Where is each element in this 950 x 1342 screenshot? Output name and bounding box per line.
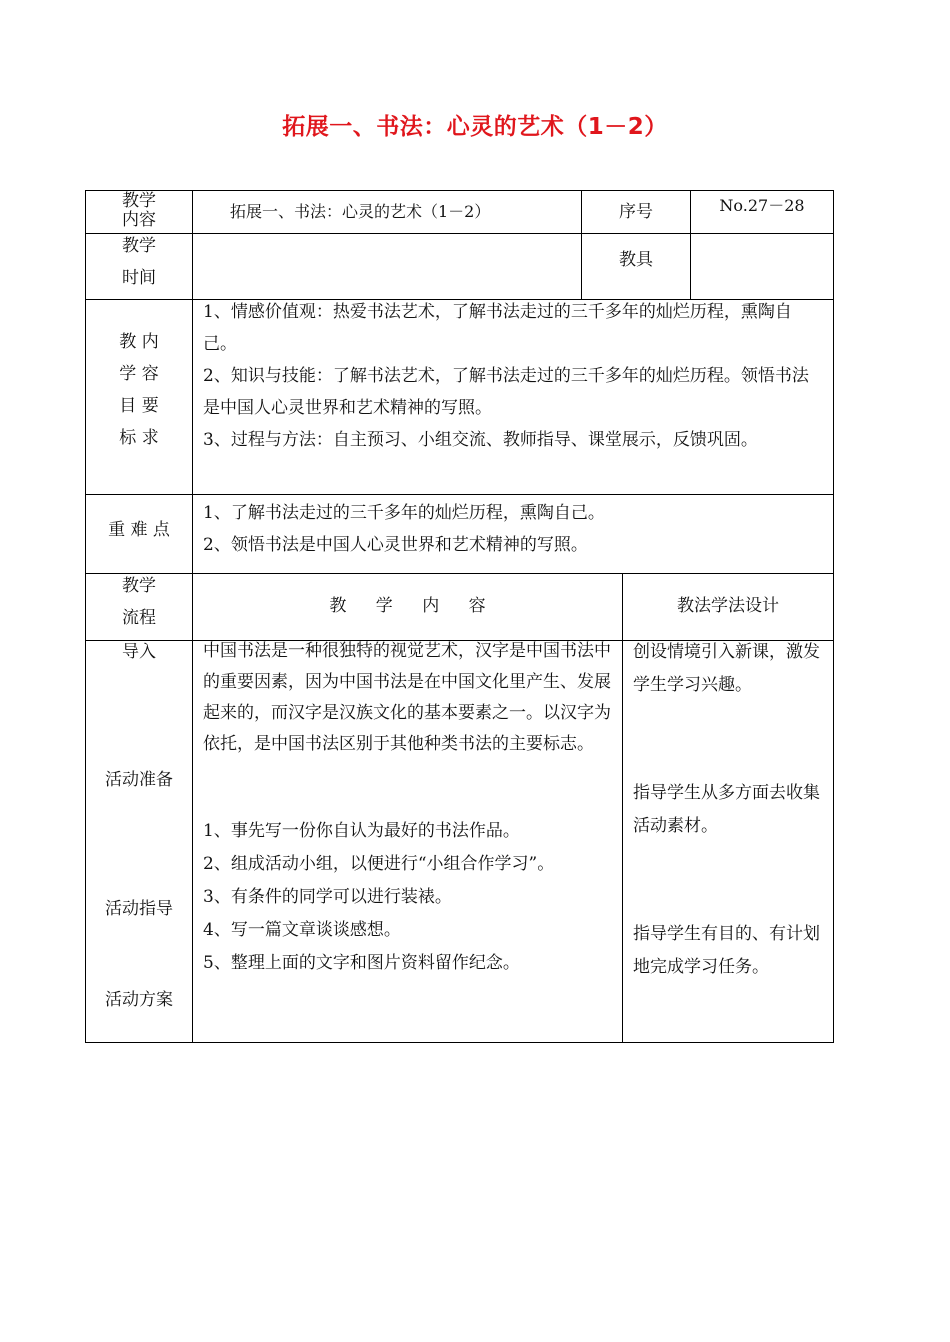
- step-label: 导入: [122, 642, 156, 662]
- activity-item: 4、写一篇文章谈谈感想。: [203, 920, 401, 940]
- design-note-text: 指导学生有目的、有计划地完成学习任务。: [633, 924, 820, 977]
- page-title: 拓展一、书法：心灵的艺术（1－2）: [282, 114, 668, 140]
- rule: [85, 494, 834, 495]
- goals-label-line: 教 内: [119, 332, 159, 352]
- content-header: [193, 590, 622, 622]
- key-label: 重 难 点: [108, 520, 170, 540]
- design-note: [623, 636, 833, 702]
- flow-label: [86, 570, 192, 634]
- seq-label: 序号: [619, 202, 653, 222]
- rule: [85, 1042, 834, 1043]
- row2-label-line2: 时间: [122, 268, 156, 288]
- tools-label: 教具: [619, 250, 653, 270]
- flow-label-line2: 流程: [122, 608, 156, 628]
- goals-label-line: 目 要: [119, 396, 159, 416]
- key-item: 2、领悟书法是中国人心灵世界和艺术精神的写照。: [203, 535, 588, 555]
- activity-item: 5、整理上面的文字和图片资料留作纪念。: [203, 953, 520, 973]
- goals-label-line: 学 容: [119, 364, 159, 384]
- row1-label: [86, 192, 192, 230]
- goals-label: [86, 326, 192, 454]
- design-note-text: 指导学生从多方面去收集活动素材。: [633, 783, 820, 836]
- step-label: 活动准备: [105, 770, 173, 790]
- intro-paragraph: [193, 636, 622, 760]
- seq-value: No.27－28: [719, 196, 805, 215]
- goal-item: 2、知识与技能：了解书法艺术，了解书法走过的三千多年的灿烂历程。领悟书法是中国人心灵世界和艺术精神的写照。: [203, 366, 809, 418]
- intro-text: 中国书法是一种很独特的视觉艺术，汉字是中国书法中的重要因素，因为中国书法是在中国文化里产生、发展起来的，而汉字是汉族文化的基本要素之一。以汉字为依托，是中国书法区别于其他种类书法的主要标志。: [203, 641, 611, 754]
- goals-content: [193, 296, 833, 456]
- lesson-title-value: 拓展一、书法：心灵的艺术（1－2）: [230, 202, 491, 221]
- step-label: 活动指导: [105, 899, 173, 919]
- flow-label-line1: 教学: [122, 576, 156, 596]
- row2-label-line1: 教学: [122, 236, 156, 256]
- rule: [85, 233, 834, 234]
- key-content: [193, 497, 833, 561]
- goal-item: 3、过程与方法：自主预习、小组交流、教师指导、课堂展示，反馈巩固。: [203, 430, 758, 450]
- design-note: [623, 918, 833, 984]
- goal-item: 1、情感价值观：热爱书法艺术，了解书法走过的三千多年的灿烂历程，熏陶自己。: [203, 302, 792, 354]
- activity-item: 3、有条件的同学可以进行装裱。: [203, 887, 452, 907]
- row2-label: [86, 230, 192, 294]
- rule: [833, 190, 834, 1043]
- goals-label-line: 标 求: [119, 428, 159, 448]
- activity-list: [193, 815, 622, 980]
- design-note: [623, 777, 833, 843]
- content-header-text: 教 学 内 容: [329, 596, 486, 616]
- rule: [85, 573, 834, 574]
- lesson-title-cell: [230, 196, 580, 228]
- step-label: 活动方案: [105, 990, 173, 1010]
- design-note-text: 创设情境引入新课，激发学生学习兴趣。: [633, 642, 820, 695]
- key-item: 1、了解书法走过的三千多年的灿烂历程，熏陶自己。: [203, 503, 605, 523]
- activity-item: 1、事先写一份你自认为最好的书法作品。: [203, 821, 520, 841]
- activity-item: 2、组成活动小组，以便进行“小组合作学习”。: [203, 854, 555, 874]
- design-header: 教法学法设计: [677, 596, 779, 616]
- row1-label-text: 教学内容: [122, 191, 156, 230]
